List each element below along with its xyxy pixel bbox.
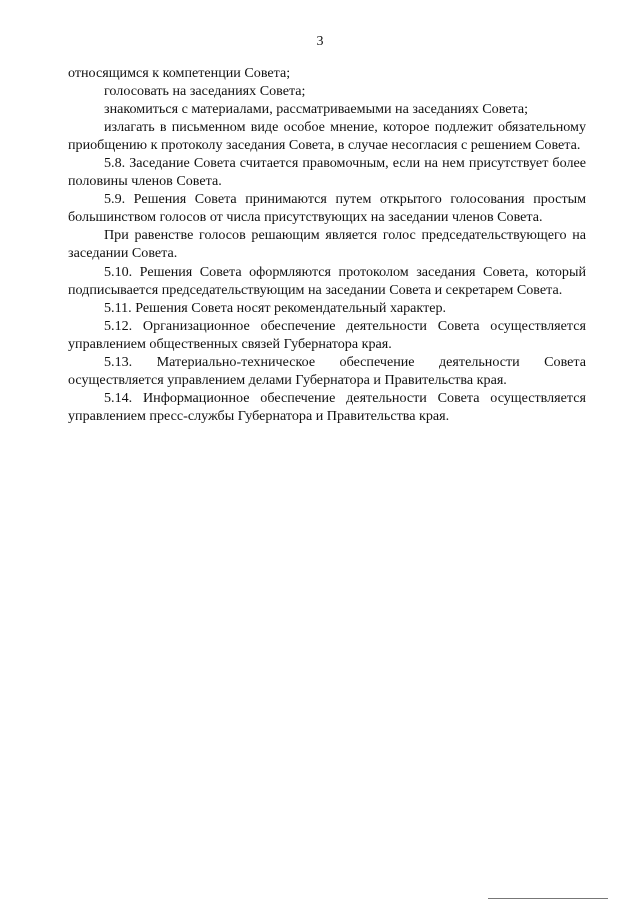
paragraph-equal-votes: При равенстве голосов решающим является голос председательствующего на заседании Совета. (68, 227, 586, 262)
paragraph-materials: знакомиться с материалами, рассматриваемыми на заседаниях Совета; (104, 101, 529, 118)
document-body (68, 64, 586, 425)
paragraph-5-10: 5.10. Решения Совета оформляются протоколом заседания Совета, который подписывается председательствующим на заседании Совета и секретарем Совета. (68, 263, 586, 298)
paragraph-opinion: излагать в письменном виде особое мнение, которое подлежит обязательному приобщению к протоколу заседания Совета, в случае несогласия с решением Совета. (68, 119, 586, 154)
footer-rule (488, 898, 608, 899)
paragraph-5-13: 5.13. Материально-техническое обеспечение деятельности Совета осуществляется управлением делами Губернатора и Правительства края. (68, 353, 586, 388)
paragraph-5-8: 5.8. Заседание Совета считается правомочным, если на нем присутствует более половины членов Совета. (68, 155, 586, 190)
paragraph-5-12: 5.12. Организационное обеспечение деятельности Совета осуществляется управлением общественных связей Губернатора края. (68, 317, 586, 352)
paragraph-competence: относящимся к компетенции Совета; (68, 65, 291, 81)
paragraph-5-9: 5.9. Решения Совета принимаются путем открытого голосования простым большинством голосов от числа присутствующих на заседании членов Совета. (68, 191, 586, 226)
paragraph-vote: голосовать на заседаниях Совета; (104, 83, 306, 100)
paragraph-5-11: 5.11. Решения Совета носят рекомендательный характер. (104, 299, 447, 316)
page-number: 3 (316, 34, 324, 49)
paragraph-5-14: 5.14. Информационное обеспечение деятельности Совета осуществляется управлением пресс-службы Губернатора и Правительства края. (68, 389, 586, 424)
